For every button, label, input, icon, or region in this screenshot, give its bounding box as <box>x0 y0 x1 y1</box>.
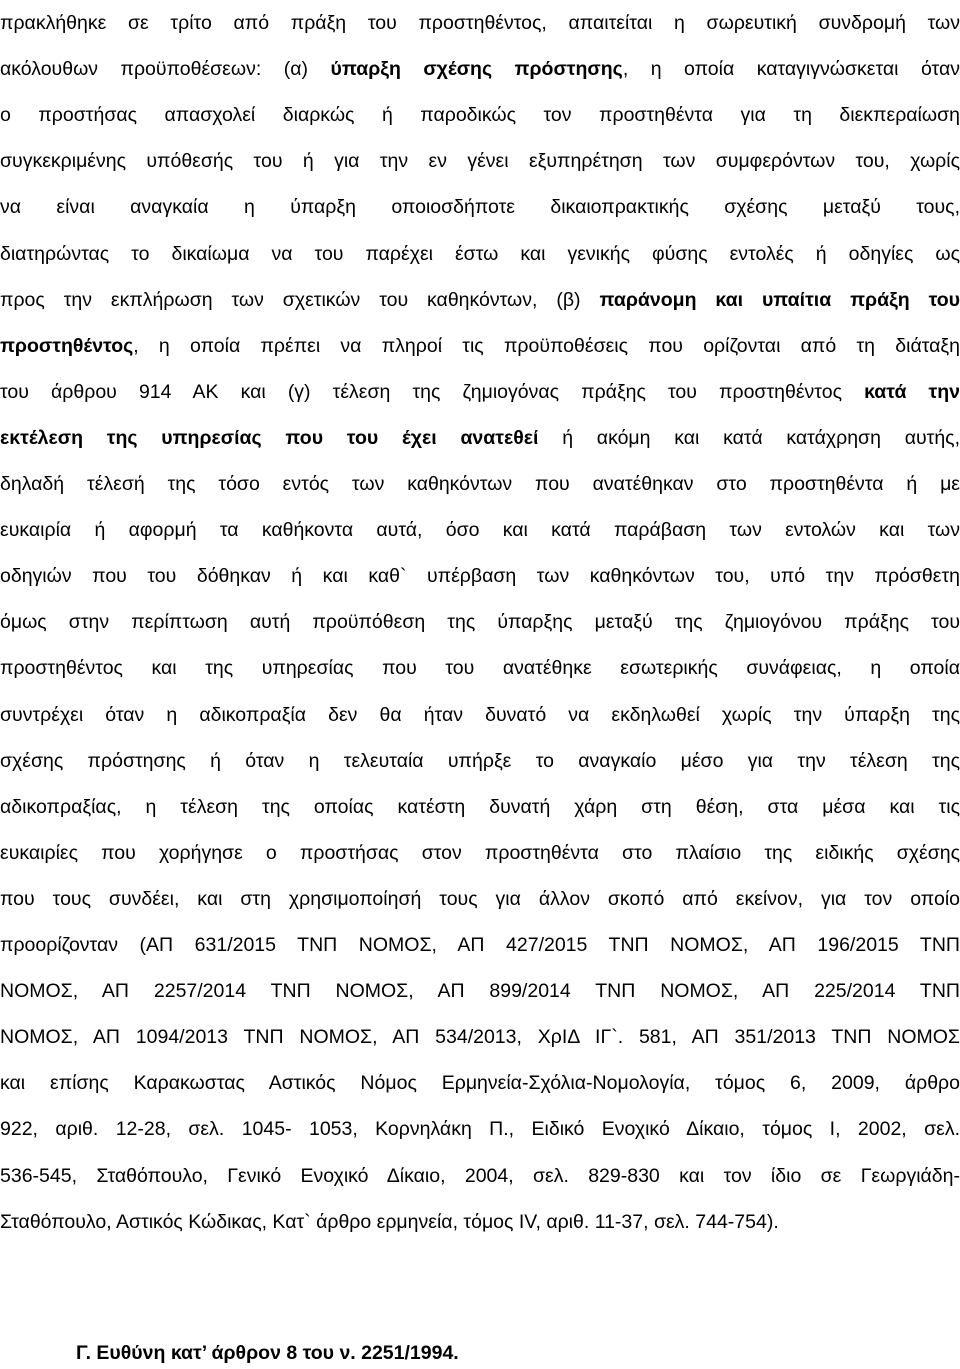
text-segment: , η οποία πρέπει να πληροί τις προϋποθέσεις που ορίζονται από τη διάταξη <box>133 334 960 357</box>
text-line <box>0 231 960 277</box>
text-line <box>0 46 960 92</box>
text-segment: ο προστήσας απασχολεί διαρκώς ή παροδικώς τον προστηθέντα για τη διεκπεραίωση <box>0 104 960 127</box>
text-line <box>0 0 960 46</box>
text-line <box>0 645 960 691</box>
text-line <box>0 692 960 738</box>
text-segment: 922, αριθ. 12-28, σελ. 1045- 1053, Κορνηλάκη Π., Ειδικό Ενοχικό Δίκαιο, τόμος Ι, 2002, σελ. <box>0 1118 960 1141</box>
text-line <box>0 323 960 369</box>
bold-text: προστηθέντος <box>0 334 134 357</box>
text-line <box>0 1106 960 1152</box>
text-segment: να είναι αναγκαία η ύπαρξη οποιοσδήποτε δικαιοπρακτικής σχέσης μεταξύ τους, <box>0 196 960 219</box>
text-line <box>0 415 960 461</box>
text-segment: οδηγιών που του δόθηκαν ή και καθ` υπέρβαση των καθηκόντων του, υπό την πρόσθετη <box>0 565 960 588</box>
text-line <box>0 784 960 830</box>
bold-text: παράνομη και υπαίτια πράξη του <box>599 288 960 311</box>
text-segment: ευκαιρίες που χορήγησε ο προστήσας στον προστηθέντα στο πλαίσιο της ειδικής σχέσης <box>0 841 960 864</box>
text-line <box>0 507 960 553</box>
text-line <box>0 599 960 645</box>
text-line <box>0 461 960 507</box>
text-segment: προορίζονταν (ΑΠ 631/2015 ΤΝΠ ΝΟΜΟΣ, ΑΠ 427/2015 ΤΝΠ ΝΟΜΟΣ, ΑΠ 196/2015 ΤΝΠ <box>0 934 960 956</box>
text-segment: Σταθόπουλο, Αστικός Κώδικας, Κατ` άρθρο ερμηνεία, τόμος IV, αριθ. 11-37, σελ. 744-754). <box>0 1210 779 1233</box>
text-segment: ΝΟΜΟΣ, ΑΠ 1094/2013 ΤΝΠ ΝΟΜΟΣ, ΑΠ 534/2013, ΧρΙΔ ΙΓ`. 581, ΑΠ 351/2013 ΤΝΠ ΝΟΜΟΣ <box>0 1026 960 1049</box>
text-segment: και επίσης Καρακωστας Αστικός Νόμος Ερμηνεία-Σχόλια-Νομολογία, τόμος 6, 2009, άρθρο <box>0 1072 960 1095</box>
text-segment: δηλαδή τέλεσή της τόσο εντός των καθηκόντων που ανατέθηκαν στο προστηθέντα ή με <box>0 473 960 495</box>
text-segment: του άρθρου 914 ΑΚ και (γ) τέλεση της ζημιογόνας πράξης του προστηθέντος <box>0 380 865 403</box>
text-line <box>0 738 960 784</box>
text-segment: 536-545, Σταθόπουλο, Γενικό Ενοχικό Δίκαιο, 2004, σελ. 829-830 και τον ίδιο σε Γεωργιάδη- <box>0 1164 960 1187</box>
text-segment: διατηρώντας το δικαίωμα να του παρέχει έστω και γενικής φύσης εντολές ή οδηγίες ως <box>0 242 960 265</box>
text-segment: όμως στην περίπτωση αυτή προϋπόθεση της ύπαρξης μεταξύ της ζημιογόνου πράξης του <box>0 611 960 634</box>
text-segment: σχέσης πρόστησης ή όταν η τελευταία υπήρξε το αναγκαίο μέσο για την τέλεση της <box>0 749 960 772</box>
text-line <box>0 1014 960 1060</box>
text-segment: ακόλουθων προϋποθέσεων: (α) <box>0 58 331 81</box>
text-segment: που τους συνδέει, και στη χρησιμοποίησή τους για άλλον σκοπό από εκείνον, για τον οποίο <box>0 887 960 910</box>
text-line <box>0 92 960 138</box>
text-segment: ή ακόμη και κατά κατάχρηση αυτής, <box>538 426 960 449</box>
text-line <box>0 184 960 230</box>
text-segment: , η οποία καταγιγνώσκεται όταν <box>622 58 960 81</box>
text-line <box>0 369 960 415</box>
text-line <box>0 1199 960 1245</box>
text-segment: ΝΟΜΟΣ, ΑΠ 2257/2014 ΤΝΠ ΝΟΜΟΣ, ΑΠ 899/2014 ΤΝΠ ΝΟΜΟΣ, ΑΠ 225/2014 ΤΝΠ <box>0 980 960 1003</box>
text-segment: προς την εκπλήρωση των σχετικών του καθηκόντων, (β) <box>0 288 600 311</box>
text-line <box>0 830 960 876</box>
text-line <box>0 138 960 184</box>
text-line <box>0 922 960 968</box>
text-line <box>0 968 960 1014</box>
text-line <box>0 876 960 922</box>
text-segment: προστηθέντος και της υπηρεσίας που του ανατέθηκε εσωτερικής συνάφειας, η οποία <box>0 657 960 680</box>
text-segment: πρακλήθηκε σε τρίτο από πράξη του προστηθέντος, απαιτείται η σωρευτική συνδρομή των <box>0 12 960 34</box>
text-line <box>0 553 960 599</box>
bold-text: ύπαρξη σχέσης πρόστησης <box>330 58 623 81</box>
text-segment: αδικοπραξίας, η τέλεση της οποίας κατέστη δυνατή χάρη στη θέση, στα μέσα και τις <box>0 795 960 818</box>
section-heading: Γ. Ευθύνη κατ’ άρθρον 8 του ν. 2251/1994. <box>76 1342 459 1364</box>
bold-text: κατά την <box>864 380 960 403</box>
text-segment: συγκεκριμένης υπόθεσής του ή για την εν γένει εξυπηρέτηση των συμφερόντων του, χωρίς <box>0 150 960 173</box>
text-segment: ευκαιρία ή αφορμή τα καθήκοντα αυτά, όσο και κατά παράβαση των εντολών και των <box>0 519 960 542</box>
text-line <box>0 277 960 323</box>
text-line <box>0 1060 960 1106</box>
bold-text: εκτέλεση της υπηρεσίας που του έχει ανατεθεί <box>0 426 539 449</box>
text-segment: συντρέχει όταν η αδικοπραξία δεν θα ήταν δυνατό να εκδηλωθεί χωρίς την ύπαρξη της <box>0 703 960 726</box>
text-line <box>0 1153 960 1199</box>
